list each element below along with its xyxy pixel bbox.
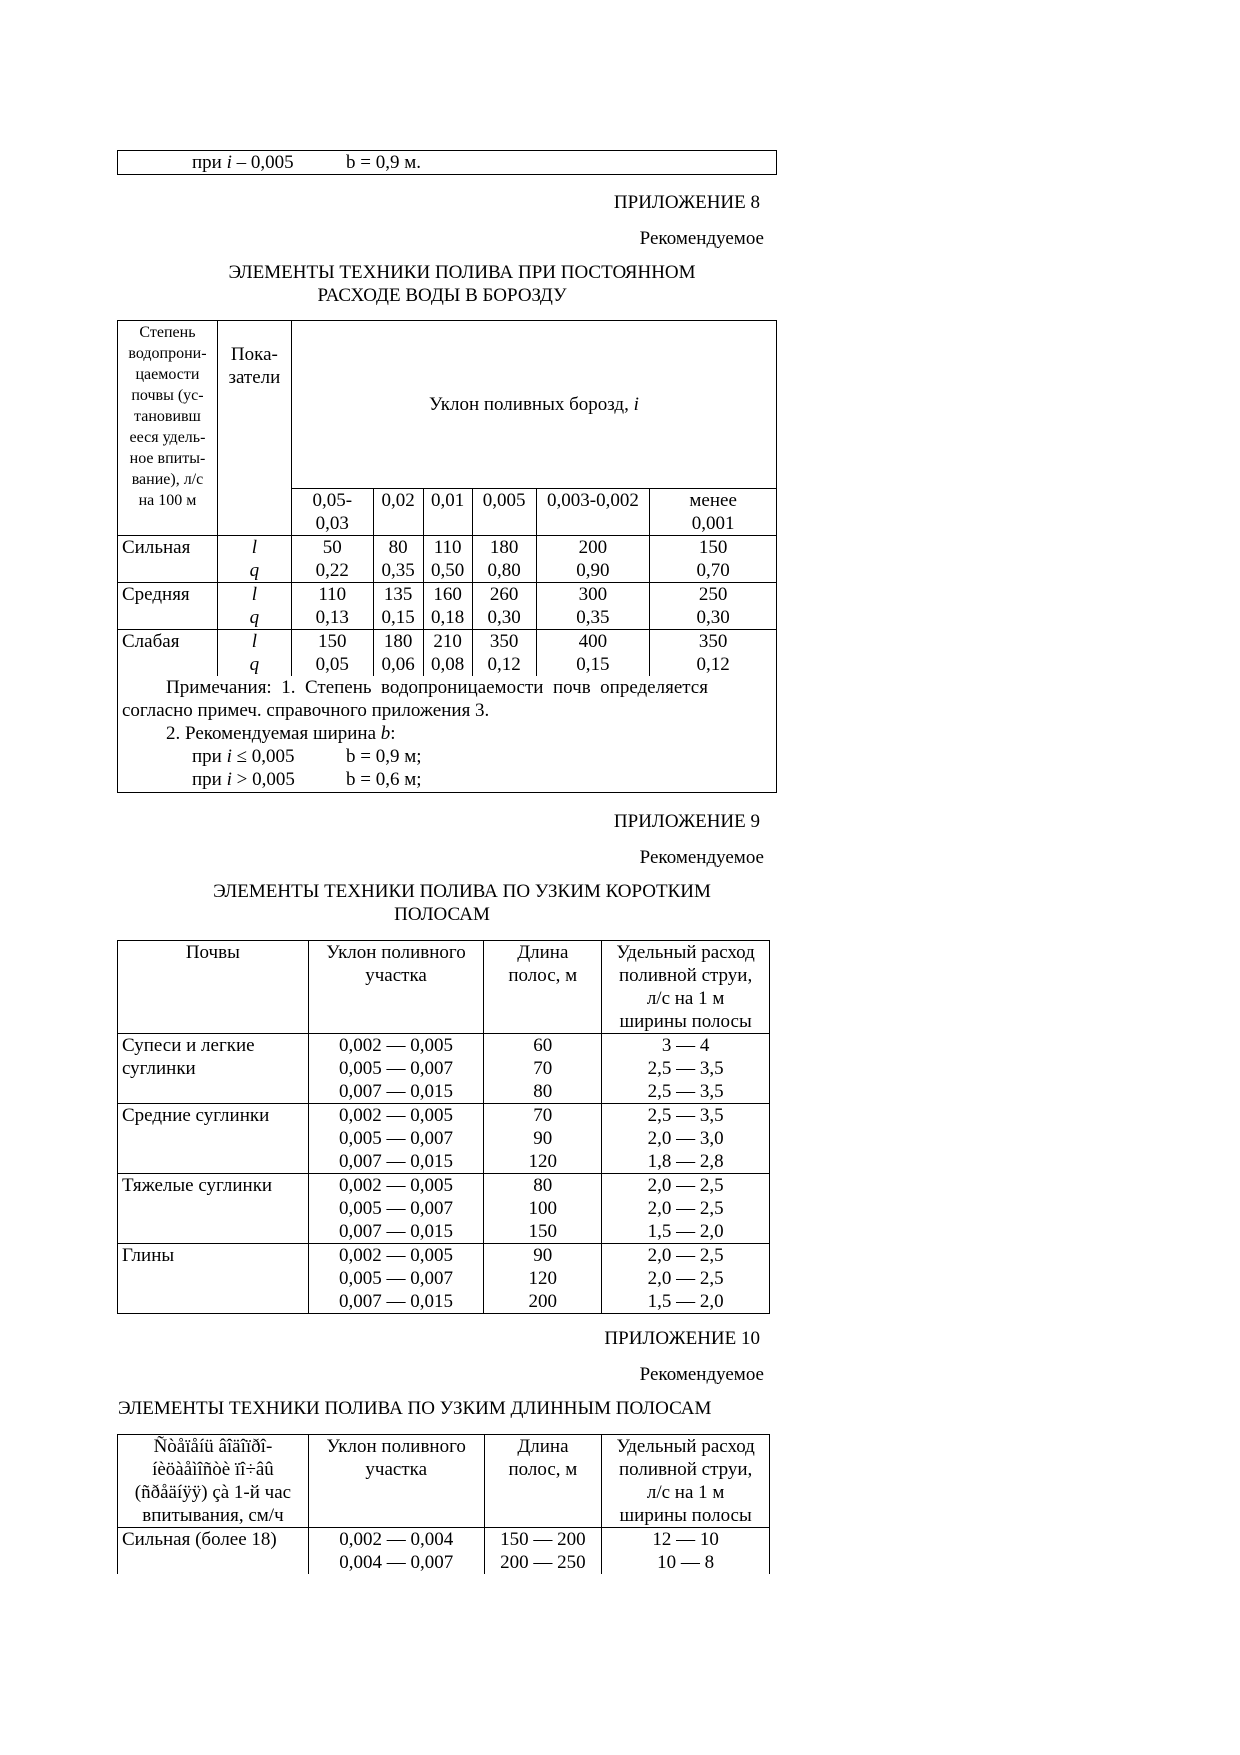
app8-col-indicator-header: Пока- затели xyxy=(217,321,291,536)
app10-row-strong: Сильная (более 18) 0,002 — 0,004 0,004 — 0,007 150 — 200 200 — 250 12 — 10 10 — 8 xyxy=(118,1528,770,1575)
top-fragment-value: b = 0,9 м. xyxy=(346,152,421,173)
app8-title-line1: ЭЛЕМЕНТЫ ТЕХНИКИ ПОЛИВА ПРИ ПОСТОЯННОМ xyxy=(228,262,696,283)
app10-status: Рекомендуемое xyxy=(639,1364,764,1385)
app9-group-medium-loam: Средние суглинки 0,002 — 0,005 0,005 — 0,007 0,007 — 0,015 70 90 120 2,5 — 3,5 2,0 — 3,0 1,8 — 2,8 xyxy=(118,1104,770,1174)
app9-heading: ПРИЛОЖЕНИЕ 9 xyxy=(613,811,760,832)
app9-table xyxy=(117,940,770,1314)
app8-row-strong: Сильная l q 50 0,22 80 0,35 110 0,50 180 0,80 200 0,90 150 0,70 xyxy=(118,536,777,583)
app8-heading: ПРИЛОЖЕНИЕ 8 xyxy=(613,192,760,213)
app8-notes-row xyxy=(118,676,777,793)
app9-group-heavy-loam: Тяжелые суглинки 0,002 — 0,005 0,005 — 0,007 0,007 — 0,015 80 100 150 2,0 — 2,5 2,0 — 2,5 1,5 — 2,0 xyxy=(118,1174,770,1244)
app9-title-line1: ЭЛЕМЕНТЫ ТЕХНИКИ ПОЛИВА ПО УЗКИМ КОРОТКИМ xyxy=(213,881,711,902)
app8-col-soil-header: Степень водопрони- цаемости почвы (ус- тановивш ееся удель- ное впиты- вание), л/с на 100 м xyxy=(118,321,218,536)
app8-slope-header: Уклон поливных борозд, i xyxy=(291,321,776,489)
app8-status: Рекомендуемое xyxy=(639,228,764,249)
app8-row-medium: Средняя l q 110 0,13 135 0,15 160 0,18 260 0,30 300 0,35 250 0,30 xyxy=(118,583,777,630)
top-fragment-condition: при i – 0,005 xyxy=(192,152,294,173)
app9-group-clays: Глины 0,002 — 0,005 0,005 — 0,007 0,007 — 0,015 90 120 200 2,0 — 2,5 2,0 — 2,5 1,5 — 2,0 xyxy=(118,1244,770,1314)
app8-title-line2: РАСХОДЕ ВОДЫ В БОРОЗДУ xyxy=(317,285,567,306)
app8-note1b: согласно примеч. справочного приложения 3. xyxy=(122,700,490,721)
app8-cond1: при i ≤ 0,005 b = 0,9 м; xyxy=(192,746,422,767)
app9-title-line2: ПОЛОСАМ xyxy=(394,904,490,925)
app8-note2: 2. Рекомендуемая ширина b: xyxy=(166,723,396,744)
app10-heading: ПРИЛОЖЕНИЕ 10 xyxy=(604,1328,760,1349)
app9-group-sandy-loam: Супеси и легкие суглинки 0,002 — 0,005 0,005 — 0,007 0,007 — 0,015 60 70 80 3 — 4 2,5 — 3,5 2,5 — 3,5 xyxy=(118,1034,770,1104)
app8-table xyxy=(117,320,777,793)
app8-row-weak: Слабая l q 150 0,05 180 0,06 210 0,08 350 0,12 400 0,15 350 0,12 xyxy=(118,630,777,677)
app10-table xyxy=(117,1434,770,1574)
app8-slope-values-row: 0,05- 0,03 0,02 0,01 0,005 0,003-0,002 менее 0,001 xyxy=(118,489,777,536)
app10-header-row: Ñòåïåíü âîäîïðî- íèöàåìîñòè ïî÷âû (ñðåäíÿÿ) çà 1-й час впитывания, см/ч Уклон поливного участка Длина полос, м Удельный расход поливной струи, л/с на 1 м ширины полосы xyxy=(118,1435,770,1528)
app8-note1a: Примечания: 1. Степень водопроницаемости почв определяется xyxy=(166,677,708,698)
app8-cond2: при i > 0,005 b = 0,6 м; xyxy=(192,769,422,790)
app10-title: ЭЛЕМЕНТЫ ТЕХНИКИ ПОЛИВА ПО УЗКИМ ДЛИННЫМ ПОЛОСАМ xyxy=(118,1398,712,1419)
app9-header-row: Почвы Уклон поливного участка Длина полос, м Удельный расход поливной струи, л/с на 1 м ширины полосы xyxy=(118,941,770,1034)
top-fragment-box xyxy=(117,150,777,175)
app9-status: Рекомендуемое xyxy=(639,847,764,868)
